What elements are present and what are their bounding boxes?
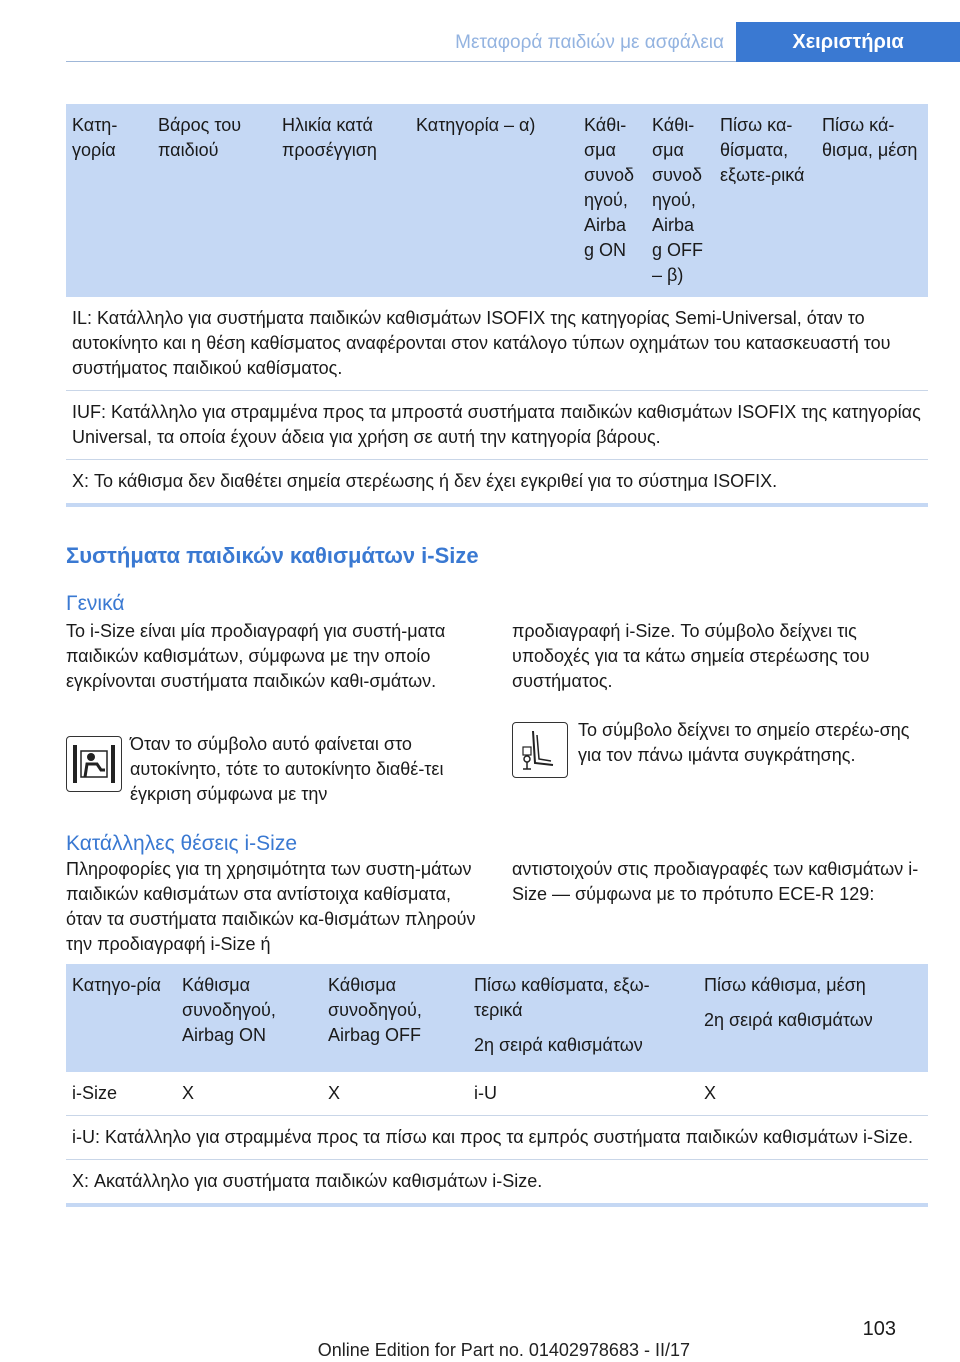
header-cell: Κατη-γορία bbox=[66, 104, 152, 297]
header-sublabel: 2η σειρά καθισμάτων bbox=[474, 1035, 643, 1055]
positions-heading: Κατάλληλες θέσεις i-Size bbox=[66, 832, 298, 855]
general-left-paragraph: Το i-Size είναι μία προδιαγραφή για συστή-ματα παιδικών καθισμάτων, σύμφωνα με την οποίο εγκρίνονται συστήματα παιδικών καθι-σμάτων. bbox=[66, 621, 446, 691]
header-cell: Πίσω κα-θίσματα, εξωτε-ρικά bbox=[714, 104, 816, 297]
header-cell: Κάθι-σμα συνοδ ηγού, Airba g OFF – β) bbox=[646, 104, 714, 297]
header-cell bbox=[698, 964, 928, 1072]
page-header bbox=[0, 22, 960, 62]
isize-table bbox=[66, 964, 928, 1207]
table-row bbox=[66, 391, 928, 460]
header-cell bbox=[176, 964, 322, 1072]
isofix-table bbox=[66, 104, 928, 507]
general-heading: Γενικά bbox=[66, 592, 125, 615]
note-x: X: Το κάθισμα δεν διαθέτει σημεία στερέωσης ή δεν έχει εγκριθεί για το σύστημα ISOFIX. bbox=[66, 460, 928, 506]
header-label: Πίσω κάθισμα, μέση bbox=[704, 975, 866, 995]
section-title: Συστήματα παιδικών καθισμάτων i-Size bbox=[66, 543, 479, 568]
table-row bbox=[66, 1160, 928, 1206]
note-il: IL: Κατάλληλο για συστήματα παιδικών καθισμάτων ISOFIX της κατηγορίας Semi-Universal, όταν το αυτοκίνητο και η θέση καθίσματος αναφέρονται στον κατάλογο τύπων οχημάτων του κατασκευαστή του συστήματος παιδικού καθίσματος. bbox=[66, 297, 928, 391]
general-right-paragraph: προδιαγραφή i-Size. Το σύμβολο δείχνει τις υποδοχές για τα κάτω σημεία στερέωσης του συστήματος. bbox=[512, 621, 870, 691]
cell: X bbox=[698, 1072, 928, 1116]
positions-left-paragraph: Πληροφορίες για τη χρησιμότητα των συστη-μάτων παιδικών καθισμάτων στα αντίστοιχα καθίσματα, όταν τα συστήματα παιδικών κα-θισμάτων πληρούν την προδιαγραφή i-Size ή bbox=[66, 859, 476, 954]
edition-text: Online Edition for Part no. 01402978683 - II/17 bbox=[317, 1340, 690, 1360]
table-header-row bbox=[66, 104, 928, 297]
header-label: Κατηγο-ρία bbox=[72, 975, 161, 995]
header-label: Κάθισμα συνοδηγού, Airbag ON bbox=[182, 975, 276, 1045]
page-number: 103 bbox=[862, 1318, 896, 1340]
header-label: Κάθισμα συνοδηγού, Airbag OFF bbox=[328, 975, 422, 1045]
header-label: Πίσω καθίσματα, εξω-τερικά bbox=[474, 975, 650, 1020]
table-row bbox=[66, 1116, 928, 1160]
table-row bbox=[66, 460, 928, 506]
cell: i-U bbox=[468, 1072, 698, 1116]
general-right-icon-text: Το σύμβολο δείχνει το σημείο στερέω-σης για τον πάνω ιμάντα συγκράτησης. bbox=[578, 720, 910, 765]
header-cell: Βάρος του παιδιού bbox=[152, 104, 276, 297]
note-iu: i-U: Κατάλληλο για στραμμένα προς τα πίσω και προς τα εμπρός συστήματα παιδικών καθισμάτων i-Size. bbox=[66, 1116, 928, 1160]
header-cell bbox=[322, 964, 468, 1072]
header-cell: Ηλικία κατά προσέγγιση bbox=[276, 104, 410, 297]
header-sublabel: 2η σειρά καθισμάτων bbox=[704, 1010, 873, 1030]
header-cell bbox=[66, 964, 176, 1072]
header-cell: Πίσω κά-θισμα, μέση bbox=[816, 104, 928, 297]
table-header-row bbox=[66, 964, 928, 1072]
note-iuf: IUF: Κατάλληλο για στραμμένα προς τα μπροστά συστήματα παιδικών καθισμάτων ISOFIX της κατηγορίας Universal, τα οποία έχουν άδεια για χρήση σε αυτή την κατηγορία βάρους. bbox=[66, 391, 928, 460]
positions-right-paragraph: αντιστοιχούν στις προδιαγραφές των καθισμάτων i-Size — σύμφωνα με το πρότυπο ECE-R 129: bbox=[512, 859, 919, 904]
header-section-title: Μεταφορά παιδιών με ασφάλεια bbox=[455, 32, 724, 53]
header-cell bbox=[468, 964, 698, 1072]
cell: i-Size bbox=[66, 1072, 176, 1116]
note-x: X: Ακατάλληλο για συστήματα παιδικών καθισμάτων i-Size. bbox=[66, 1160, 928, 1206]
table-row bbox=[66, 1072, 928, 1116]
top-tether-icon bbox=[512, 722, 568, 778]
header-tab[interactable]: Χειριστήρια bbox=[736, 22, 960, 62]
table-row bbox=[66, 297, 928, 391]
cell: X bbox=[176, 1072, 322, 1116]
general-left-icon-text: Όταν το σύμβολο αυτό φαίνεται στο αυτοκίνητο, τότε το αυτοκίνητο διαθέ-τει έγκριση σύμφωνα με την bbox=[130, 734, 444, 804]
header-cell: Κάθι-σμα συνοδ ηγού, Airba g ON bbox=[578, 104, 646, 297]
isofix-child-seat-icon bbox=[66, 736, 122, 792]
header-cell: Κατηγορία – α) bbox=[410, 104, 578, 297]
cell: X bbox=[322, 1072, 468, 1116]
